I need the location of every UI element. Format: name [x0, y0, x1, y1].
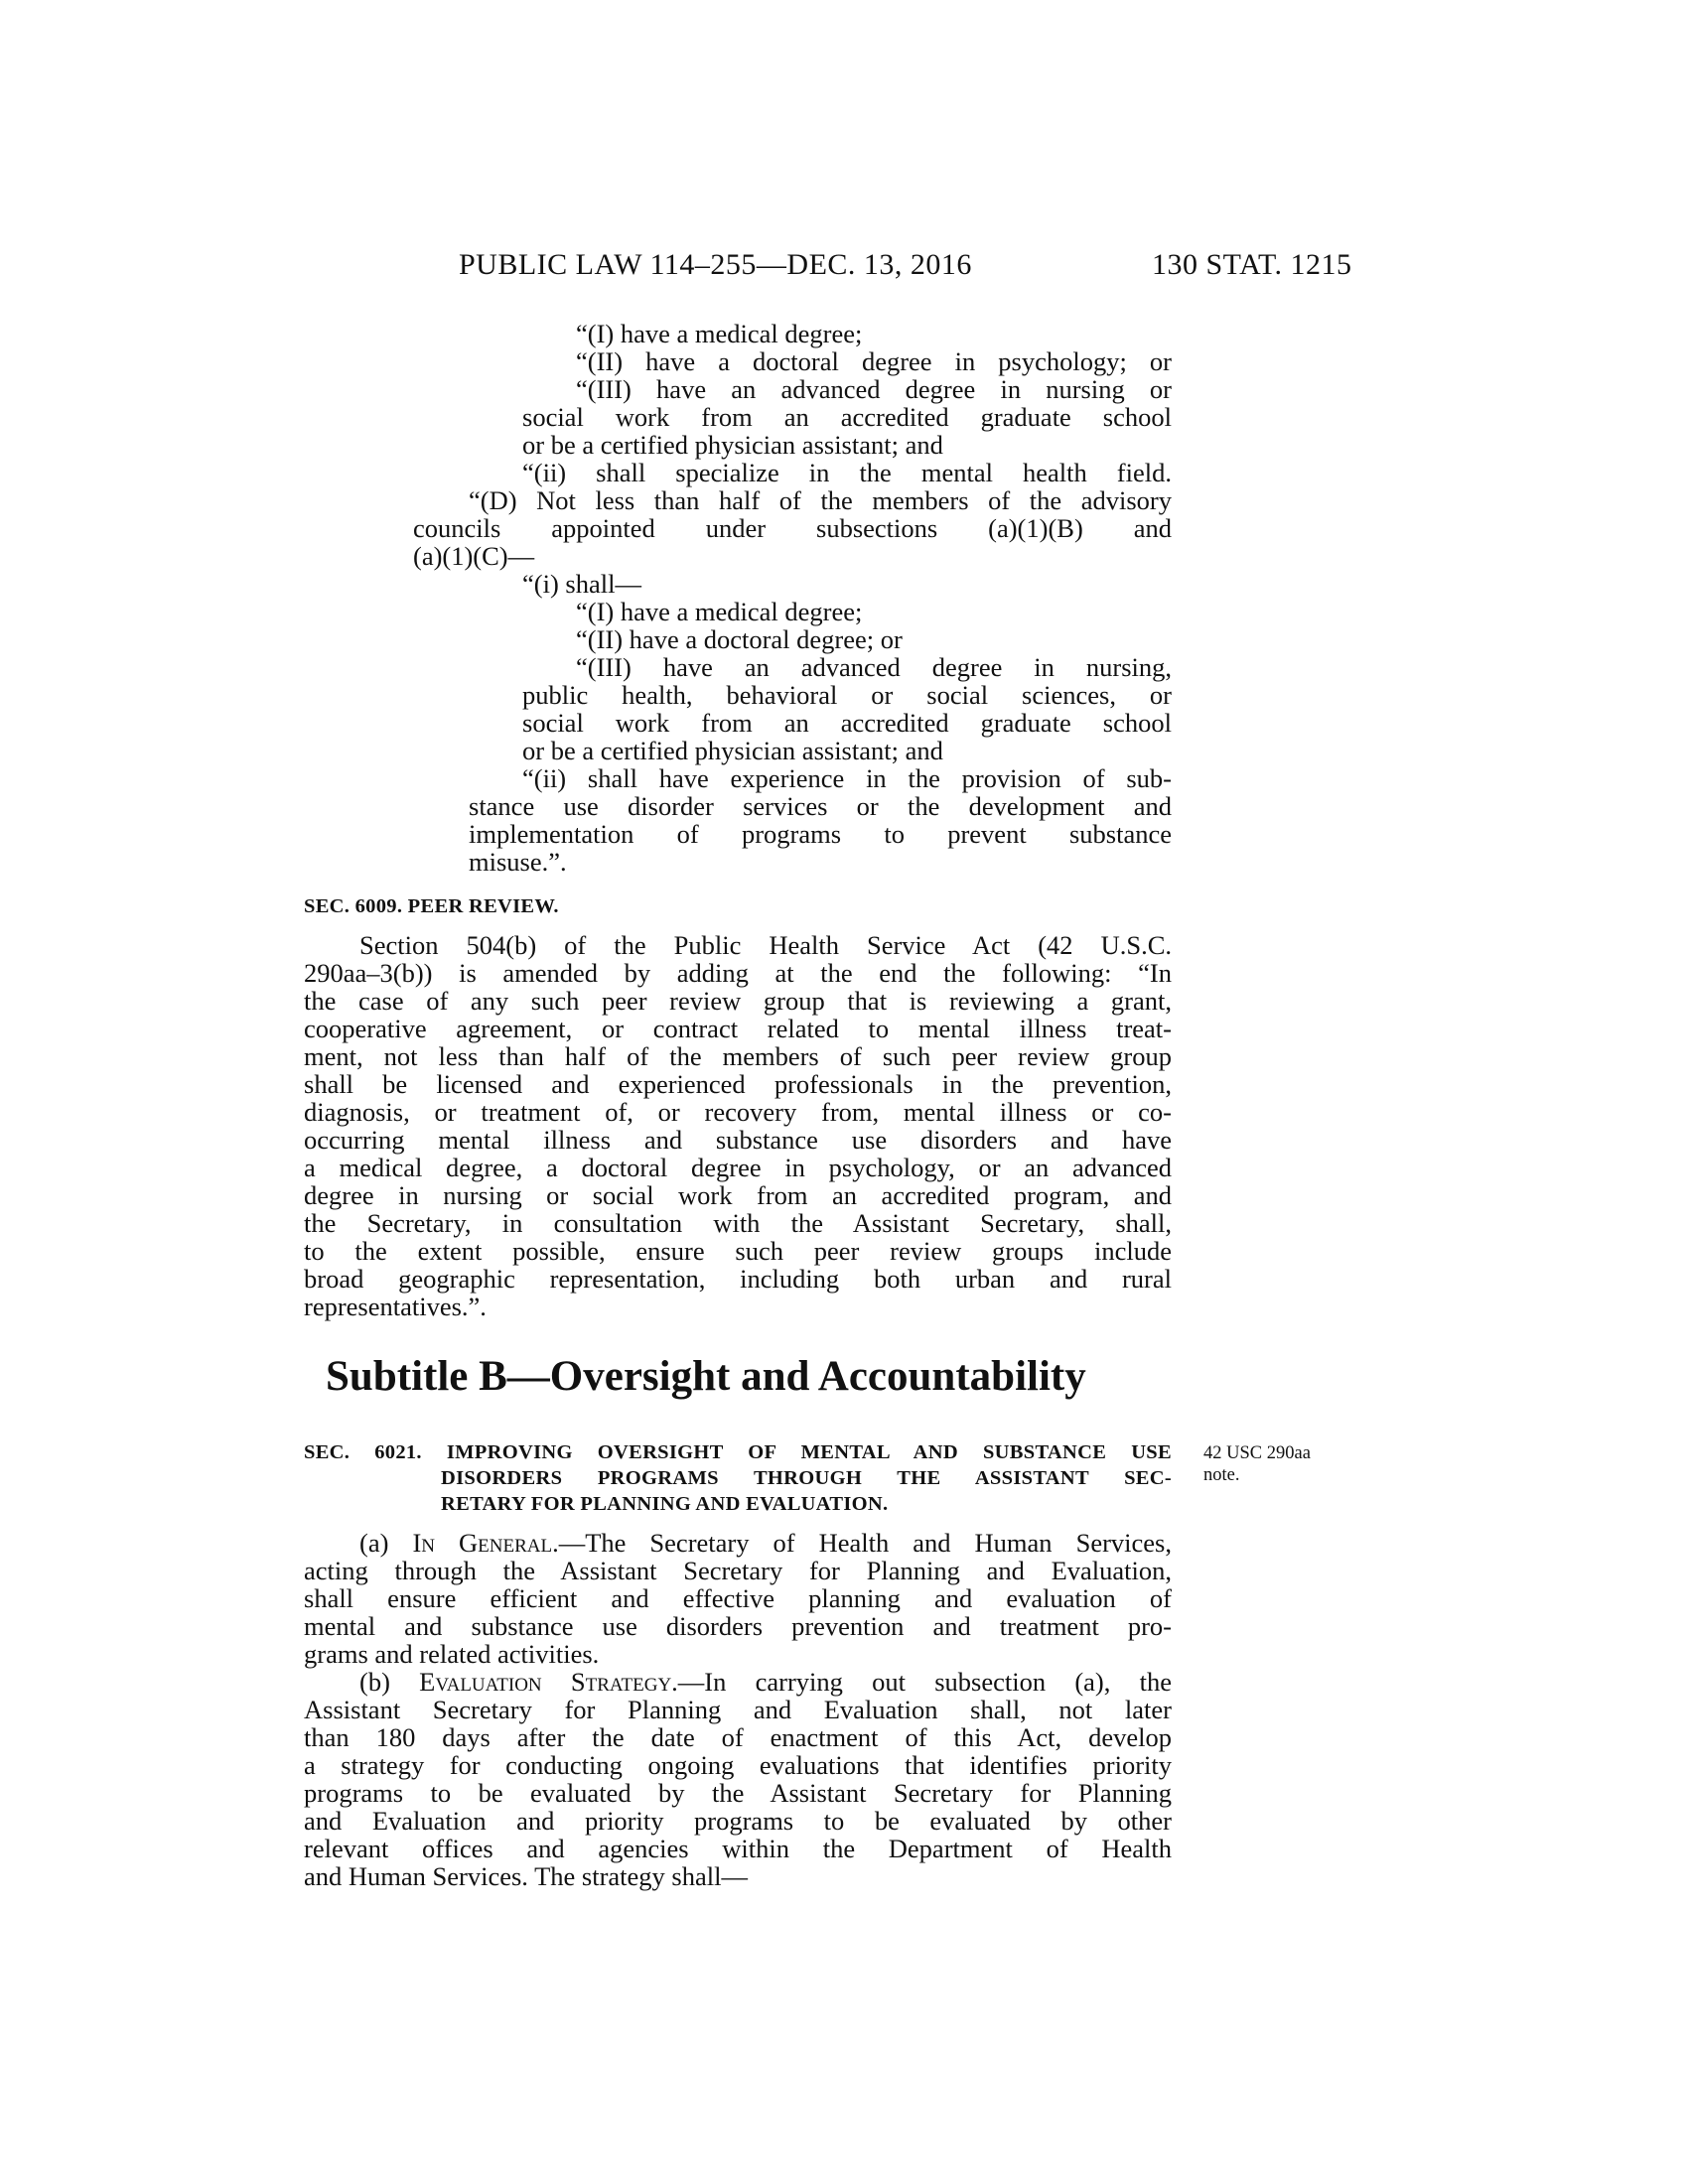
- clause-line: public health, behavioral or social sciences, or: [522, 680, 1172, 710]
- running-header-page-number: 130 STAT. 1215: [1152, 248, 1352, 281]
- clause-line: “(ii) shall specialize in the mental health field.: [522, 458, 1172, 487]
- clause-line: or be a certified physician assistant; and: [522, 736, 943, 765]
- clause-line: (a)(1)(C)—: [413, 541, 535, 571]
- body-line: cooperative agreement, or contract related to mental illness treat-: [304, 1014, 1172, 1043]
- body-line: grams and related activities.: [304, 1639, 600, 1669]
- body-line: occurring mental illness and substance use disorders and have: [304, 1125, 1172, 1155]
- subtitle-heading: Subtitle B—Oversight and Accountability: [326, 1353, 1086, 1400]
- subsection-a-caption: In General: [412, 1528, 553, 1558]
- clause-line: implementation of programs to prevent substance: [469, 819, 1172, 849]
- clause-line: “(III) have an advanced degree in nursing,: [576, 652, 1172, 682]
- clause-line: “(II) have a doctoral degree in psychology; or: [576, 346, 1172, 376]
- body-line: and Human Services. The strategy shall—: [304, 1861, 748, 1891]
- clause-line: “(II) have a doctoral degree; or: [576, 624, 903, 654]
- clause-line: “(III) have an advanced degree in nursing or: [576, 374, 1172, 404]
- margin-note-label: note.: [1203, 1465, 1240, 1485]
- body-line: degree in nursing or social work from an accredited program, and: [304, 1180, 1172, 1210]
- margin-note-citation: 42 USC 290aa: [1203, 1443, 1311, 1463]
- body-line: a strategy for conducting ongoing evaluations that identifies priority: [304, 1750, 1172, 1780]
- body-line: programs to be evaluated by the Assistant Secretary for Planning: [304, 1778, 1172, 1808]
- section-heading: SEC. 6009. PEER REVIEW.: [304, 895, 559, 917]
- body-line: the case of any such peer review group that is reviewing a grant,: [304, 986, 1172, 1016]
- body-line: 290aa–3(b)) is amended by adding at the end the following: “In: [304, 958, 1172, 988]
- subsection-a-first-line: (a) In General.—The Secretary of Health and Human Services,: [359, 1528, 1172, 1558]
- body-line: the Secretary, in consultation with the Assistant Secretary, shall,: [304, 1208, 1172, 1238]
- clause-line: “(I) have a medical degree;: [576, 597, 863, 626]
- body-line: diagnosis, or treatment of, or recovery from, mental illness or co-: [304, 1097, 1172, 1127]
- body-line: ment, not less than half of the members of such peer review group: [304, 1041, 1172, 1071]
- body-line: shall be licensed and experienced professionals in the prevention,: [304, 1069, 1172, 1099]
- body-line: Assistant Secretary for Planning and Evaluation shall, not later: [304, 1695, 1172, 1724]
- clause-line: “(i) shall—: [522, 569, 641, 599]
- clause-line: stance use disorder services or the development and: [469, 791, 1172, 821]
- subsection-b-first-line: (b) Evaluation Strategy.—In carrying out subsection (a), the: [359, 1667, 1172, 1697]
- body-line: and Evaluation and priority programs to be evaluated by other: [304, 1806, 1172, 1836]
- clause-line: “(I) have a medical degree;: [576, 319, 863, 348]
- subsection-b-caption: Evaluation Strategy: [419, 1667, 672, 1697]
- clause-line: or be a certified physician assistant; and: [522, 430, 943, 460]
- clause-line: “(D) Not less than half of the members of the advisory: [469, 485, 1172, 515]
- section-heading: SEC. 6021. IMPROVING OVERSIGHT OF MENTAL AND SUBSTANCE USE: [304, 1441, 1172, 1463]
- clause-line: “(ii) shall have experience in the provision of sub-: [522, 763, 1172, 793]
- body-line: shall ensure efficient and effective planning and evaluation of: [304, 1583, 1172, 1613]
- body-line: to the extent possible, ensure such peer review groups include: [304, 1236, 1172, 1266]
- running-header-title: PUBLIC LAW 114–255—DEC. 13, 2016: [459, 248, 972, 281]
- body-line: relevant offices and agencies within the Department of Health: [304, 1834, 1172, 1863]
- body-line: broad geographic representation, including both urban and rural: [304, 1264, 1172, 1294]
- clause-line: social work from an accredited graduate school: [522, 402, 1172, 432]
- body-line: Section 504(b) of the Public Health Service Act (42 U.S.C.: [359, 930, 1172, 960]
- section-heading-continuation: RETARY FOR PLANNING AND EVALUATION.: [441, 1493, 889, 1515]
- clause-line: social work from an accredited graduate school: [522, 708, 1172, 738]
- body-line: a medical degree, a doctoral degree in psychology, or an advanced: [304, 1153, 1172, 1182]
- clause-line: councils appointed under subsections (a)(1)(B) and: [413, 513, 1172, 543]
- body-line: representatives.”.: [304, 1292, 487, 1321]
- body-line: acting through the Assistant Secretary for Planning and Evaluation,: [304, 1556, 1172, 1585]
- body-line: than 180 days after the date of enactment of this Act, develop: [304, 1722, 1172, 1752]
- clause-line: misuse.”.: [469, 847, 567, 877]
- body-line: mental and substance use disorders prevention and treatment pro-: [304, 1611, 1172, 1641]
- section-heading-continuation: DISORDERS PROGRAMS THROUGH THE ASSISTANT SEC-: [441, 1467, 1172, 1489]
